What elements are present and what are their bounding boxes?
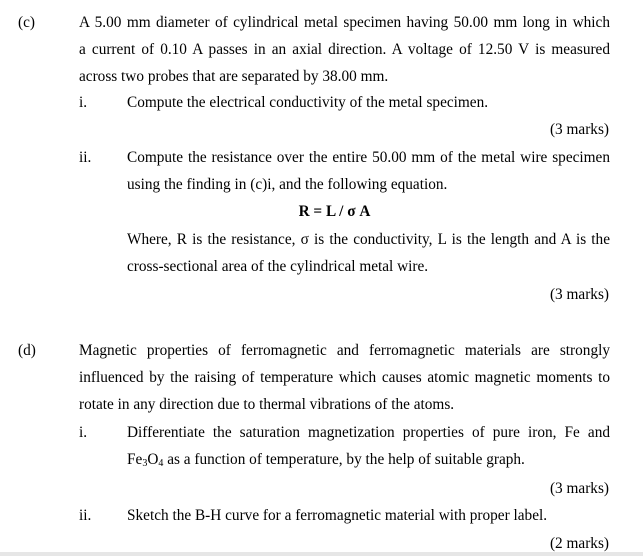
question-text: a current of 0.10 A passes in an axial direction. A voltage of 12.50 V is measured [79,41,610,58]
equation: R = L / σ A [298,203,371,220]
formula-rest: as a function of temperature, by the help of suitable graph. [163,451,525,468]
subquestion-label: i. [79,424,88,441]
formula-part: Fe [127,451,143,468]
subquestion-label: i. [79,94,88,111]
marks: (3 marks) [549,480,609,497]
subquestion-text: Compute the resistance over the entire 50.00 mm of the metal wire specimen [127,149,610,166]
question-text: influenced by the raising of temperature which causes atomic magnetic moments to [79,369,610,386]
subquestion-text: using the finding in (c)i, and the following equation. [127,176,448,193]
marks: (3 marks) [549,286,609,303]
subquestion-label: ii. [79,149,92,166]
question-text: across two probes that are separated by 38.00 mm. [79,68,389,85]
subquestion-text: Where, R is the resistance, σ is the conductivity, L is the length and A is the [127,231,610,248]
formula-part: O [147,451,159,468]
subquestion-text: Sketch the B-H curve for a ferromagnetic material with proper label. [127,507,548,524]
subquestion-text: cross-sectional area of the cylindrical metal wire. [127,258,429,275]
subquestion-text: Differentiate the saturation magnetization properties of pure iron, Fe and [127,424,610,441]
question-label: (c) [18,14,35,31]
formula-subscript: 4 [158,458,164,469]
page-edge [0,552,643,556]
question-label: (d) [18,342,36,359]
subquestion-label: ii. [79,507,92,524]
marks: (3 marks) [549,121,609,138]
marks: (2 marks) [549,535,609,552]
question-text: A 5.00 mm diameter of cylindrical metal specimen having 50.00 mm long in which [79,14,610,31]
question-text: rotate in any direction due to thermal vibrations of the atoms. [79,396,455,413]
formula-subscript: 3 [142,458,148,469]
subquestion-text [127,451,610,469]
question-text: Magnetic properties of ferromagnetic and ferromagnetic materials are strongly [79,342,610,359]
subquestion-text: Compute the electrical conductivity of the metal specimen. [127,94,489,111]
